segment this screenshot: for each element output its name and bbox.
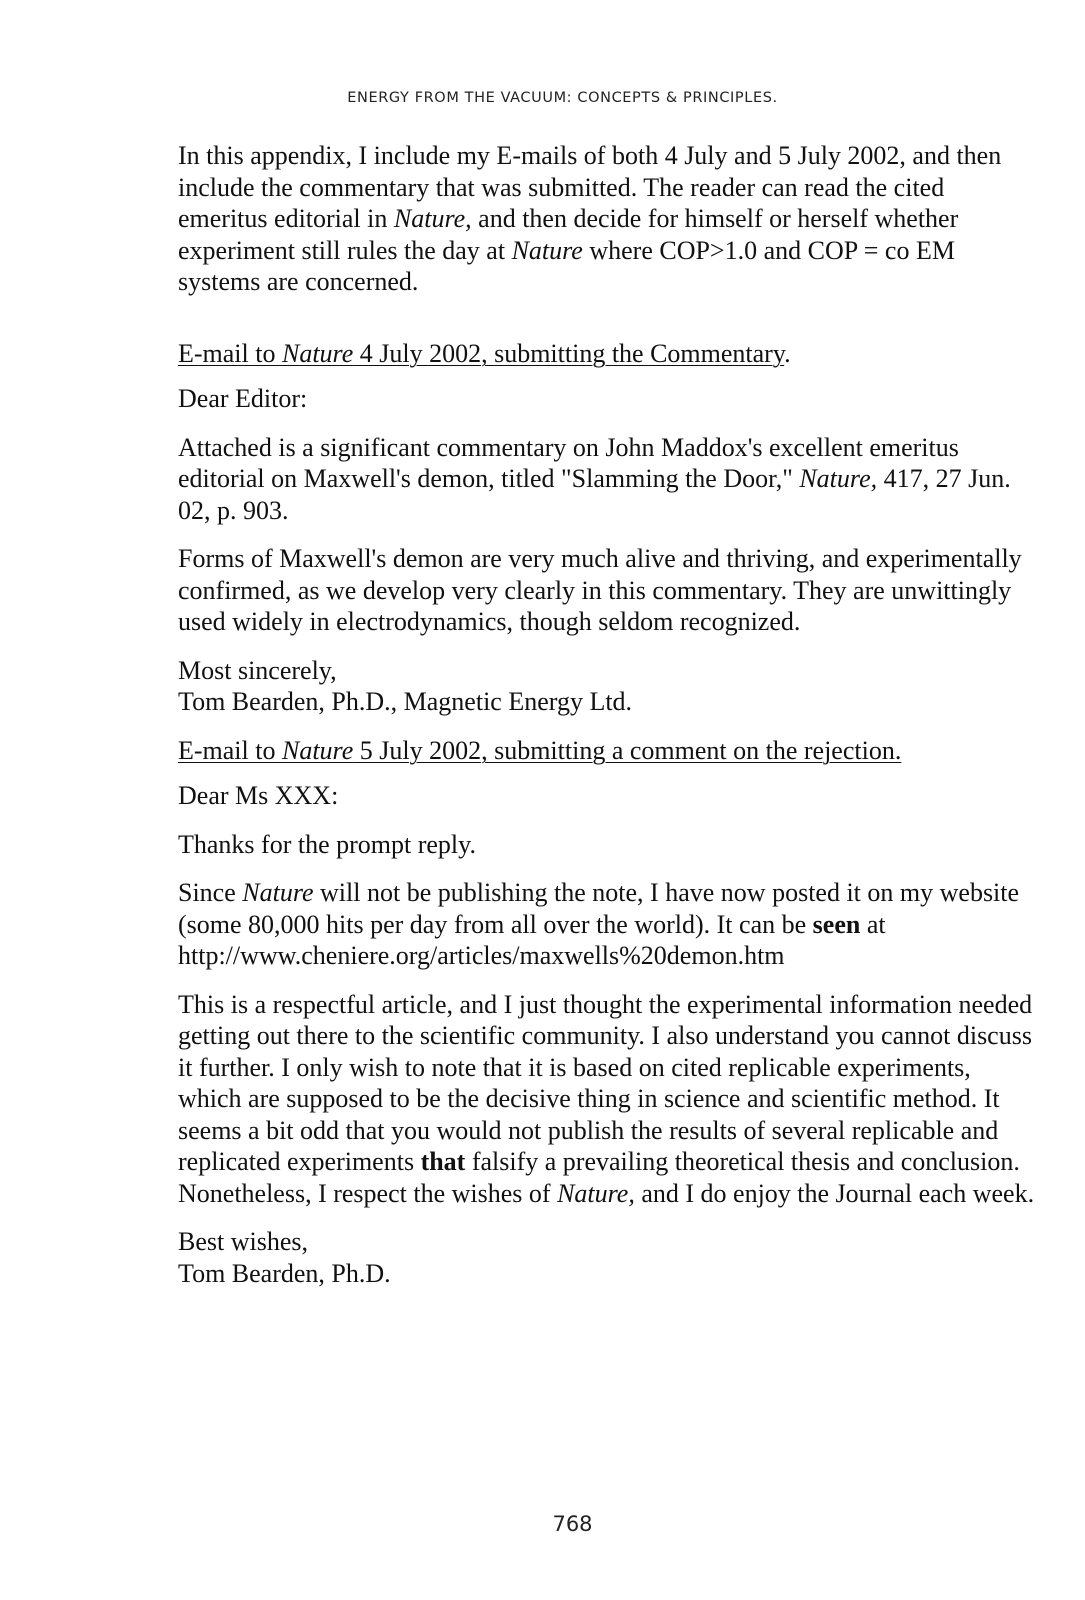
email2-paragraph-1: Since Nature will not be publishing the note, I have now posted it on my website (some 80,000 hits per day from all over the world). It can be seen at http://www.cheniere.org/articles/maxwells%20demon.htm [178,878,1020,970]
journal-name: Nature, [799,464,878,493]
email-heading-5-july [178,735,1038,767]
email1-paragraph-2: Forms of Maxwell's demon are very much alive and thriving, and experimentally confirmed, as we develop very clearly in this commentary. They are unwittingly used widely in electrodynamics, though seldom recognized. [178,544,1022,636]
salutation: Dear Ms XXX: [178,781,339,810]
page-number: 768 [552,1512,593,1536]
email2-signoff [178,1226,1038,1289]
running-header: ENERGY FROM THE VACUUM: CONCEPTS & PRINCIPLES. [347,90,778,106]
intro-paragraph: In this appendix, I include my E-mails of both 4 July and 5 July 2002, and then include the commentary that was submitted. The reader can read the cited emeritus editorial in Nature, and then decide for himself or herself whether experiment still rules the day at Nature where COP>1.0 and COP = co EM systems are concerned. [178,141,1002,296]
heading-underlined: E-mail to Nature 5 July 2002, submitting a comment on the rejection. [178,735,902,765]
page-body [178,140,1038,1306]
salutation: Dear Editor: [178,384,308,413]
journal-name: Nature, [393,204,472,233]
email2-paragraph-2: This is a respectful article, and I just thought the experimental information needed getting out there to the scientific community. I also understand you cannot discuss it further. I only wish to note that it is based on cited replicable experiments, which are supposed to be the decisive thing in science and scientific method. It seems a bit odd that you would not publish the results of several replicable and replicated experiments that falsify a prevailing theoretical thesis and conclusion. Nonetheless, I respect the wishes of Nature, and I do enjoy the Journal each week. [178,989,1035,1208]
email-heading-4-july: E-mail to Nature 4 July 2002, submitting the Commentary. [178,338,791,368]
journal-name: Nature, [557,1178,635,1208]
email1-paragraph-1: Attached is a significant commentary on John Maddox's excellent emeritus editorial on Maxwell's demon, titled "Slamming the Door," Nature, 417, 27 Jun. 02, p. 903. [178,432,1011,525]
signature: Tom Bearden, Ph.D. [178,1258,391,1288]
heading-underlined: E-mail to Nature 4 July 2002, submitting the Commentary [178,338,785,368]
signature: Tom Bearden, Ph.D., Magnetic Energy Ltd. [178,687,633,716]
journal-name: Nature [242,878,314,907]
closing: Best wishes, [178,1227,308,1256]
email2-thanks: Thanks for the prompt reply. [178,829,476,859]
website-url: at http://www.cheniere.org/articles/maxwells%20demon.htm [178,909,886,970]
email1-signoff [178,655,1038,718]
journal-name: Nature [511,235,583,265]
closing: Most sincerely, [178,655,337,685]
